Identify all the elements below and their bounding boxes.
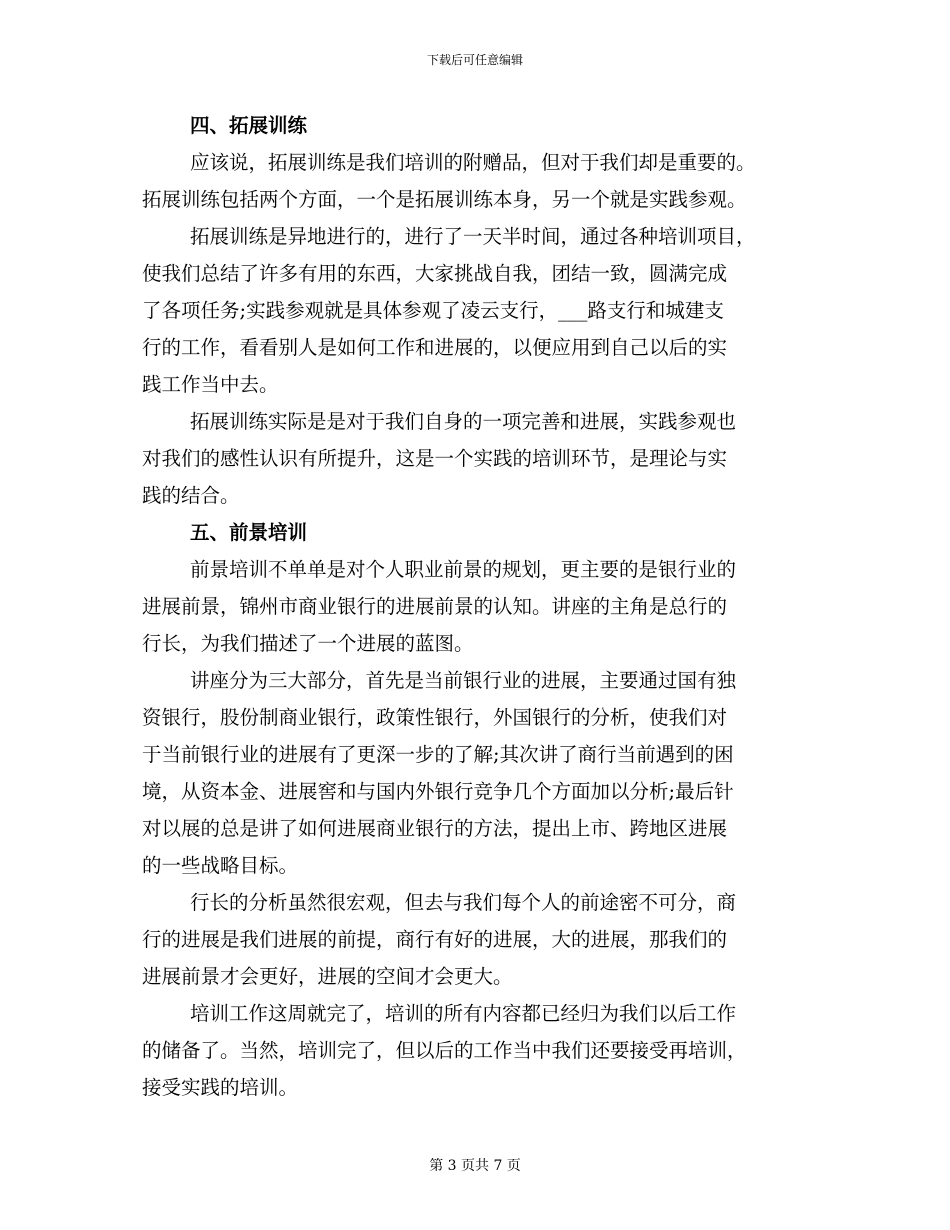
- paragraph-line: 前景培训不单单是对个人职业前景的规划，更主要的是银行业的: [190, 558, 737, 581]
- paragraph-line: 应该说，拓展训练是我们培训的附赠品，但对于我们却是重要的。: [190, 151, 756, 174]
- paragraph-line: 行长，为我们描述了一个进展的蓝图。: [142, 632, 474, 655]
- paragraph-line: 进展前景，锦州市商业银行的进展前景的认知。讲座的主角是总行的: [142, 595, 728, 618]
- paragraph-line: 对我们的感性认识有所提升，这是一个实践的培训环节，是理论与实: [142, 447, 728, 470]
- paragraph-line: 资银行，股份制商业银行，政策性银行，外国银行的分析，使我们对: [142, 706, 728, 729]
- paragraph-line: 的储备了。当然，培训完了，但以后的工作当中我们还要接受再培训，: [142, 1039, 747, 1062]
- paragraph-line: 使我们总结了许多有用的东西，大家挑战自我，团结一致，圆满完成: [142, 262, 728, 285]
- section-heading: 四、拓展训练: [190, 114, 308, 137]
- paragraph-line: 的一些战略目标。: [142, 854, 299, 877]
- page-number: 第 3 页共 7 页: [429, 1158, 521, 1174]
- section-heading: 五、前景培训: [190, 521, 308, 544]
- paragraph-line: 了各项任务;实践参观就是具体参观了凌云支行，___路支行和城建支: [142, 299, 724, 322]
- paragraph-line: 践的结合。: [142, 484, 240, 507]
- paragraph-line: 对以展的总是讲了如何进展商业银行的方法，提出上市、跨地区进展: [142, 817, 728, 840]
- paragraph-line: 境，从资本金、进展窖和与国内外银行竞争几个方面加以分析;最后针: [142, 780, 734, 803]
- paragraph-line: 拓展训练实际是是对于我们自身的一项完善和进展，实践参观也: [190, 410, 737, 433]
- paragraph-line: 讲座分为三大部分，首先是当前银行业的进展，主要通过国有独: [190, 669, 737, 692]
- paragraph-line: 于当前银行业的进展有了更深一步的了解;其次讲了商行当前遇到的困: [142, 743, 734, 766]
- paragraph-line: 拓展训练是异地进行的，进行了一天半时间，通过各种培训项目，: [190, 225, 756, 248]
- page-header: 下载后可任意编辑: [426, 53, 523, 67]
- paragraph-line: 行长的分析虽然很宏观，但去与我们每个人的前途密不可分，商: [190, 891, 737, 914]
- paragraph-line: 进展前景才会更好，进展的空间才会更大。: [142, 965, 513, 988]
- paragraph-line: 培训工作这周就完了，培训的所有内容都已经归为我们以后工作: [190, 1002, 737, 1025]
- paragraph-line: 拓展训练包括两个方面，一个是拓展训练本身，另一个就是实践参观。: [142, 188, 747, 211]
- paragraph-line: 行的工作，看看别人是如何工作和进展的，以便应用到自己以后的实: [142, 336, 728, 359]
- paragraph-line: 践工作当中去。: [142, 373, 279, 396]
- paragraph-line: 行的进展是我们进展的前提，商行有好的进展，大的进展，那我们的: [142, 928, 728, 951]
- document-body: [142, 107, 808, 1106]
- paragraph-line: 接受实践的培训。: [142, 1076, 299, 1099]
